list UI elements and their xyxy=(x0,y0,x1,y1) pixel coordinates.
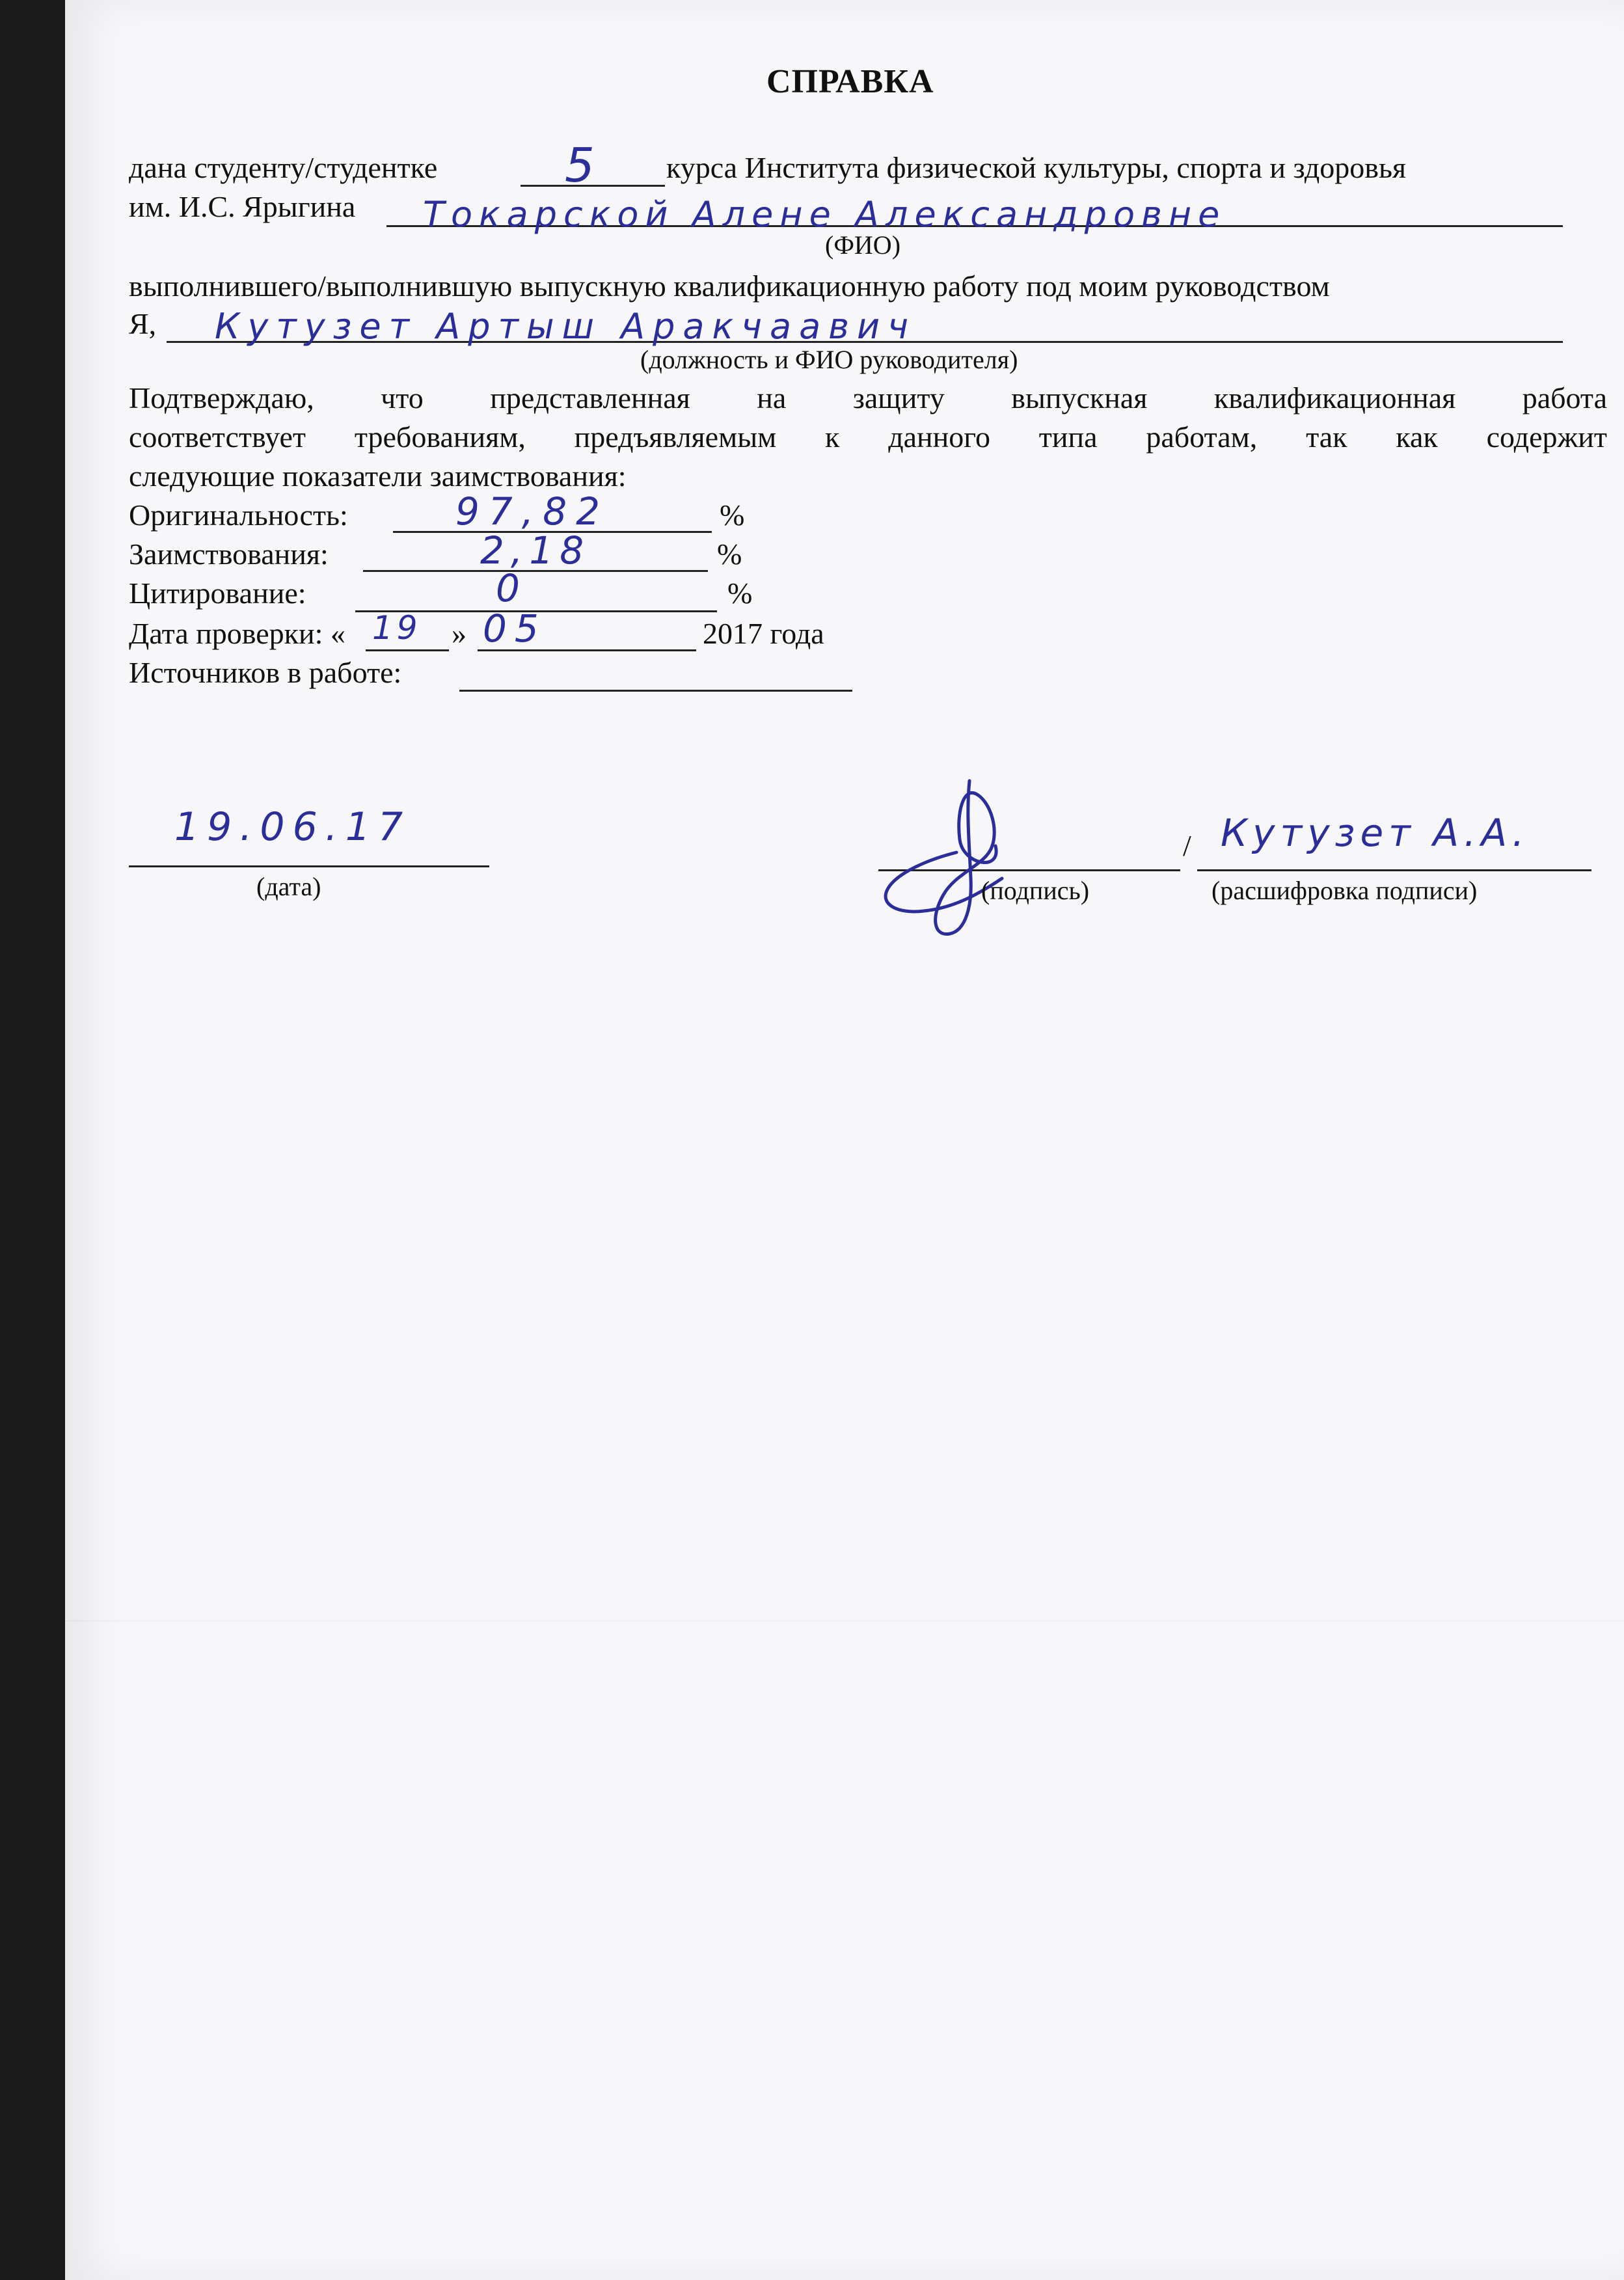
check-month-value: 05 xyxy=(483,606,547,651)
sources-underline xyxy=(459,690,852,692)
date-underline xyxy=(129,865,489,867)
check-date-label: Дата проверки: « xyxy=(129,617,345,650)
sources-label: Источников в работе: xyxy=(129,656,402,689)
originality-value: 97,82 xyxy=(455,489,610,534)
signature-caption: (подпись) xyxy=(981,876,1090,905)
signature-slash: / xyxy=(1183,829,1191,862)
signature-decoding: Кутузет А.А. xyxy=(1221,811,1530,855)
document-title: СПРАВКА xyxy=(766,63,934,100)
course-value: 5 xyxy=(565,138,599,193)
citation-value: 0 xyxy=(496,566,524,610)
university-text: им. И.С. Ярыгина xyxy=(129,190,356,223)
citation-percent: % xyxy=(727,577,753,610)
signature-mark xyxy=(872,774,1054,943)
completed-work-text: выполнившего/выполнившую выпускную квалификационную работу под моим руководством xyxy=(129,269,1330,303)
paper-fold xyxy=(65,1620,1624,1622)
check-date-close: » xyxy=(452,617,467,650)
student-name: Токарской Алене Александровне xyxy=(423,194,1226,235)
borrowing-percent: % xyxy=(717,537,742,571)
supervisor-caption: (должность и ФИО руководителя) xyxy=(640,345,1018,374)
check-day-underline xyxy=(366,649,449,651)
handwritten-date: 19.06.17 xyxy=(174,804,411,850)
date-caption: (дата) xyxy=(256,872,321,901)
supervisor-name: Кутузет Артыш Аракчаавич xyxy=(215,306,916,347)
check-year: 2017 года xyxy=(703,617,824,650)
fio-caption: (ФИО) xyxy=(825,230,901,260)
decoding-underline xyxy=(1197,869,1591,871)
institute-text: курса Института физической культуры, спорта и здоровья xyxy=(666,151,1407,184)
i-label: Я, xyxy=(129,307,157,340)
borrowing-value: 2,18 xyxy=(480,528,591,573)
check-day-value: 19 xyxy=(372,609,422,647)
confirm-line-1: Подтверждаю, что представленная на защиту выпускная квалификационная работа xyxy=(129,381,1607,414)
citation-label: Цитирование: xyxy=(129,577,306,610)
student-label: дана студенту/студентке xyxy=(129,151,438,184)
borrowing-label: Заимствования: xyxy=(129,537,329,571)
confirm-line-3: следующие показатели заимствования: xyxy=(129,459,627,493)
confirm-line-2: соответствует требованиям, предъявляемым к данного типа работам, так как содержит xyxy=(129,420,1607,454)
originality-percent: % xyxy=(720,498,745,532)
originality-label: Оригинальность: xyxy=(129,498,348,532)
decoding-caption: (расшифровка подписи) xyxy=(1211,876,1478,905)
